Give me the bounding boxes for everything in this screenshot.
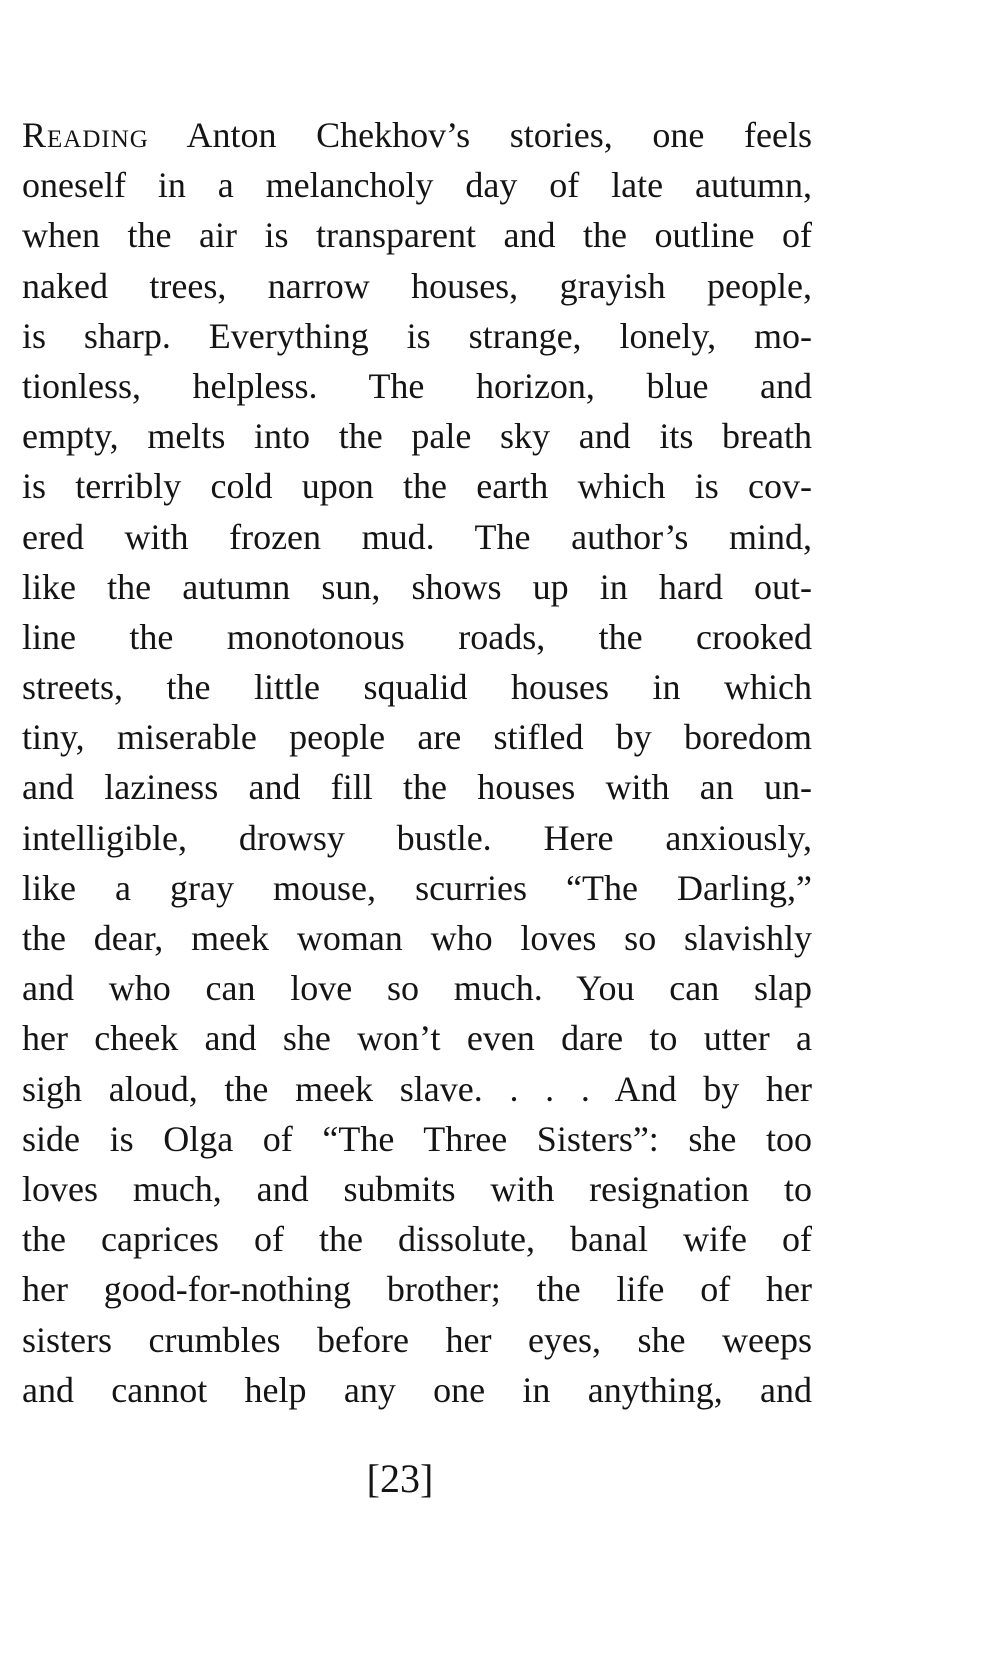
text-line: when the air is transparent and the outline of (22, 215, 812, 256)
text-line: loves much, and submits with resignation to (22, 1168, 812, 1209)
text-line-rest: Anton Chekhov’s stories, one feels (148, 115, 812, 155)
text-line: her cheek and she won’t even dare to utter a (22, 1018, 812, 1059)
text-line: like the autumn sun, shows up in hard out- (22, 566, 812, 607)
text-line: is terribly cold upon the earth which is cov- (22, 466, 812, 507)
text-line: her good-for-nothing brother; the life of her (22, 1269, 812, 1310)
text-line: oneself in a melancholy day of late autumn, (22, 165, 812, 206)
text-line: the caprices of the dissolute, banal wife of (22, 1219, 812, 1260)
text-line: intelligible, drowsy bustle. Here anxiously, (22, 817, 812, 858)
text-line: like a gray mouse, scurries “The Darling,” (22, 867, 812, 908)
text-line: and laziness and fill the houses with an un- (22, 767, 812, 808)
text-line: streets, the little squalid houses in which (22, 667, 812, 708)
text-line: the dear, meek woman who loves so slavishly (22, 918, 812, 958)
text-line: sisters crumbles before her eyes, she weeps (22, 1319, 812, 1360)
text-line: tiny, miserable people are stifled by boredom (22, 717, 812, 758)
text-line: line the monotonous roads, the crooked (22, 616, 812, 657)
text-line: naked trees, narrow houses, grayish people, (22, 265, 812, 306)
text-line: is sharp. Everything is strange, lonely, mo- (22, 315, 812, 356)
page-number: [23] (366, 1456, 434, 1501)
text-line (22, 110, 812, 160)
text-line: ered with frozen mud. The author’s mind, (22, 516, 812, 557)
text-line: and cannot help any one in anything, and (22, 1369, 812, 1410)
text-line: sigh aloud, the meek slave. . . . And by her (22, 1068, 812, 1109)
text-line: tionless, helpless. The horizon, blue and (22, 365, 812, 406)
lead-in-smallcaps: Reading (22, 115, 149, 155)
body-text (22, 110, 812, 1415)
text-line: side is Olga of “The Three Sisters”: she too (22, 1118, 812, 1159)
text-line: empty, melts into the pale sky and its breath (22, 416, 812, 457)
text-line: and who can love so much. You can slap (22, 968, 812, 1009)
